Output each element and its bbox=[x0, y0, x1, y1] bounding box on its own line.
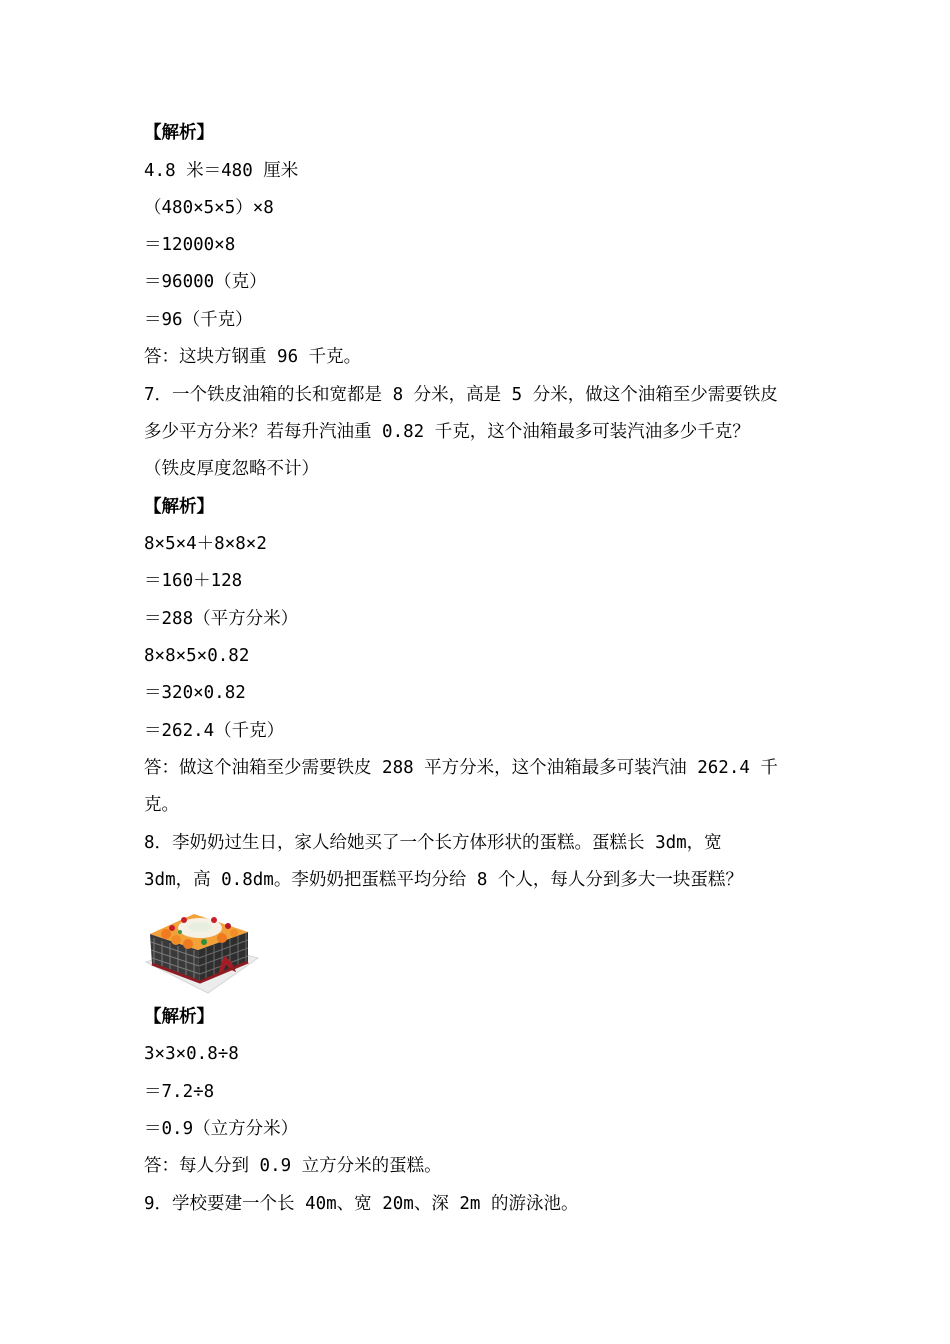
solution-line: ＝320×0.82 bbox=[144, 683, 246, 703]
solution-line: ＝7.2÷8 bbox=[144, 1082, 215, 1102]
solution-line: 3×3×0.8÷8 bbox=[144, 1044, 239, 1064]
question-8-line: 8．李奶奶过生日，家人给她买了一个长方体形状的蛋糕。蛋糕长 3dm，宽 bbox=[144, 833, 722, 853]
solution-line: ＝262.4（千克） bbox=[144, 721, 285, 741]
question-7-line: （铁皮厚度忽略不计） bbox=[144, 459, 319, 479]
question-8-line: 3dm，高 0.8dm。李奶奶把蛋糕平均分给 8 个人，每人分到多大一块蛋糕？ bbox=[144, 870, 743, 890]
question-9-line: 9．学校要建一个长 40m、宽 20m、深 2m 的游泳池。 bbox=[144, 1194, 579, 1214]
solution-line: ＝96（千克） bbox=[144, 310, 253, 330]
analysis-heading: 【解析】 bbox=[144, 1007, 214, 1027]
cake-image bbox=[144, 900, 260, 994]
answer-line: 答：做这个油箱至少需要铁皮 288 平方分米，这个油箱最多可装汽油 262.4 千 bbox=[144, 758, 778, 778]
analysis-heading: 【解析】 bbox=[144, 123, 214, 143]
answer-line: 答：每人分到 0.9 立方分米的蛋糕。 bbox=[144, 1156, 442, 1176]
solution-line: ＝12000×8 bbox=[144, 235, 236, 255]
solution-line: 8×5×4＋8×8×2 bbox=[144, 534, 267, 554]
solution-line: ＝160＋128 bbox=[144, 571, 243, 591]
question-7-line: 7．一个铁皮油箱的长和宽都是 8 分米，高是 5 分米，做这个油箱至少需要铁皮 bbox=[144, 385, 778, 405]
solution-line: ＝96000（克） bbox=[144, 272, 267, 292]
analysis-heading: 【解析】 bbox=[144, 497, 214, 517]
solution-line: ＝0.9（立方分米） bbox=[144, 1119, 299, 1139]
solution-line: 8×8×5×0.82 bbox=[144, 646, 250, 666]
question-7-line: 多少平方分米？若每升汽油重 0.82 千克，这个油箱最多可装汽油多少千克？ bbox=[144, 422, 750, 442]
answer-line: 克。 bbox=[144, 795, 179, 815]
solution-line: ＝288（平方分米） bbox=[144, 609, 299, 629]
answer-line: 答：这块方钢重 96 千克。 bbox=[144, 347, 362, 367]
solution-line: （480×5×5）×8 bbox=[144, 198, 274, 218]
solution-line: 4.8 米＝480 厘米 bbox=[144, 161, 299, 181]
